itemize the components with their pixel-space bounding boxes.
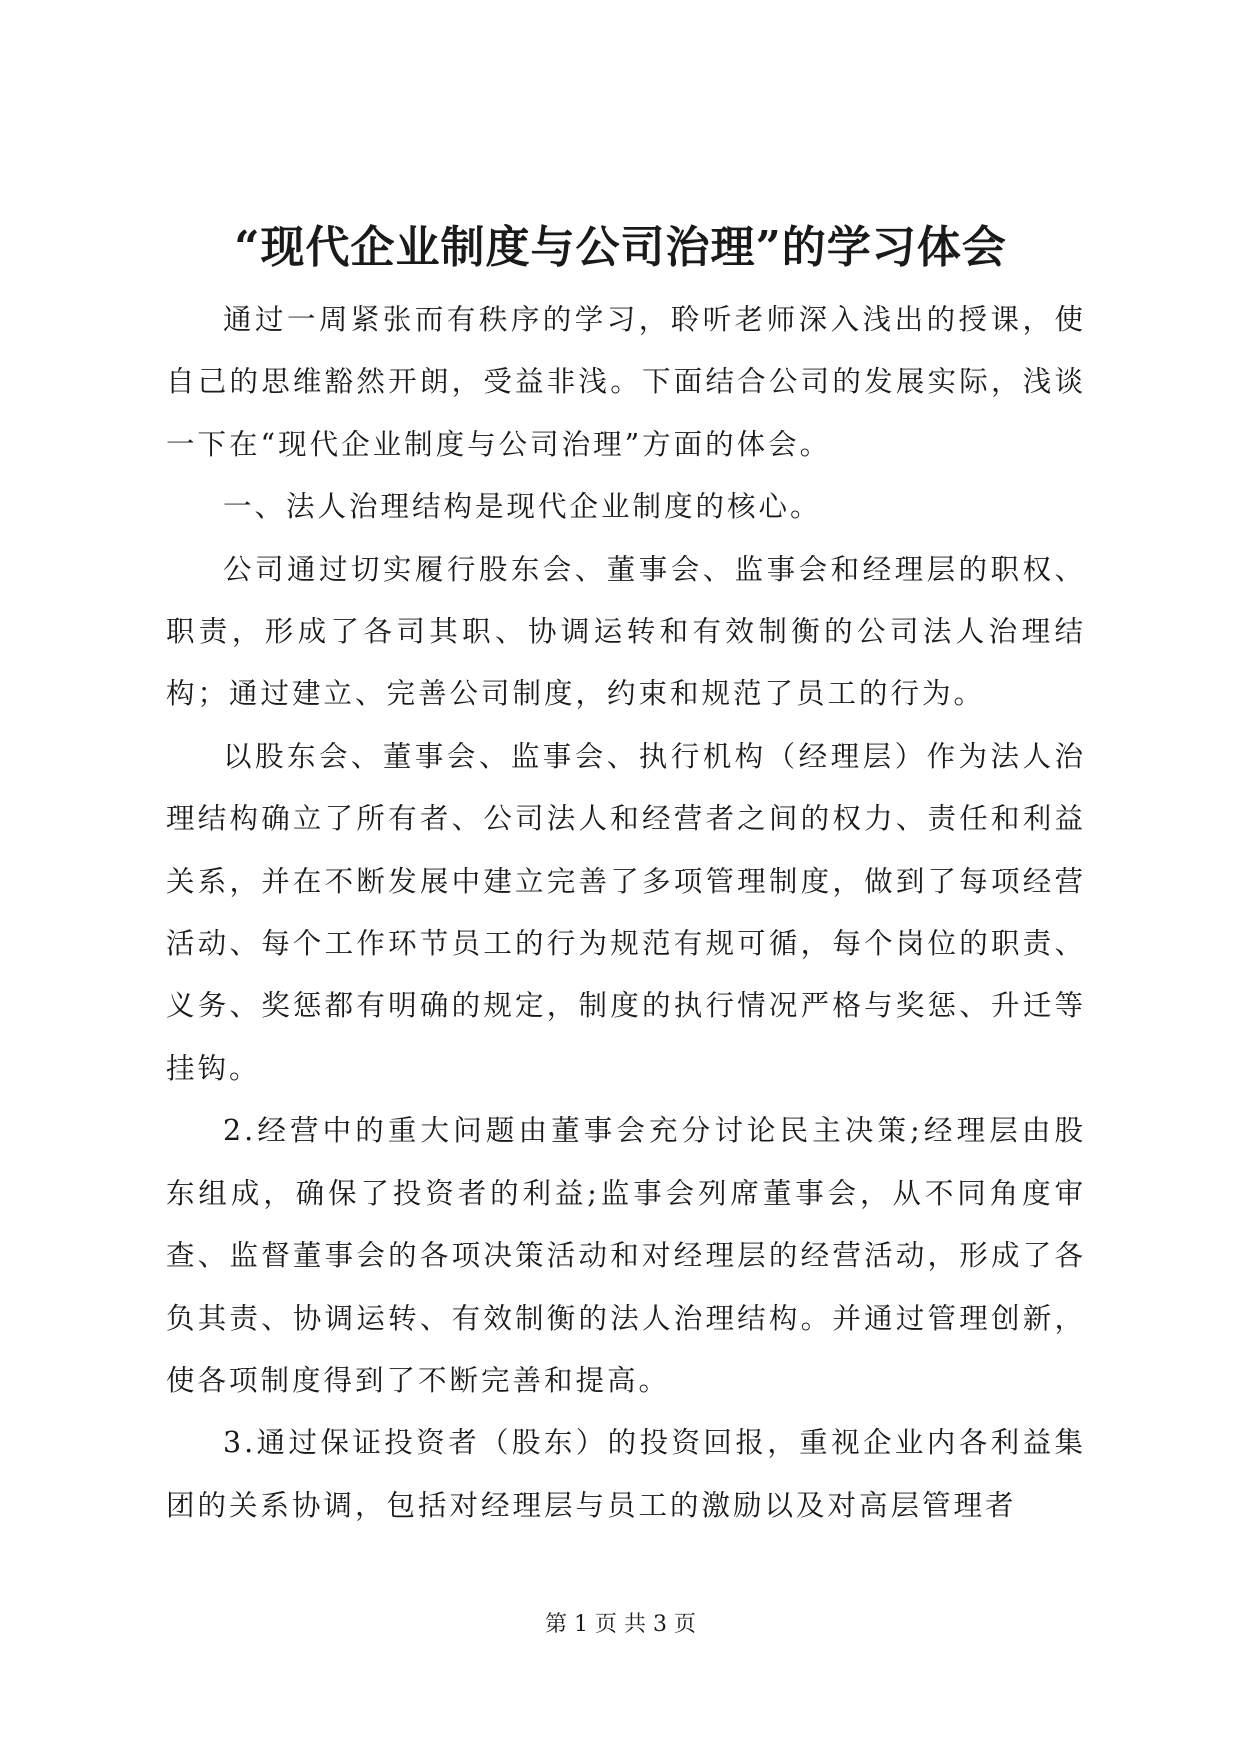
paragraph-intro: 通过一周紧张而有秩序的学习，聆听老师深入浅出的授课，使自己的思维豁然开朗，受益非浅。下面结合公司的发展实际，浅谈一下在“现代企业制度与公司治理”方面的体会。 (166, 303, 1086, 461)
paragraph-governance: 公司通过切实履行股东会、董事会、监事会和经理层的职权、职责，形成了各司其职、协调运转和有效制衡的公司法人治理结构；通过建立、完善公司制度，约束和规范了员工的行为。 (166, 552, 1086, 711)
page-footer (0, 1610, 1241, 1640)
document-body (166, 289, 1086, 1537)
paragraph-point-3: 3.通过保证投资者（股东）的投资回报，重视企业内各利益集团的关系协调，包括对经理层与员工的激励以及对高层管理者 (166, 1426, 1086, 1522)
paragraph-structure: 以股东会、董事会、监事会、执行机构（经理层）作为法人治理结构确立了所有者、公司法人和经营者之间的权力、责任和利益关系，并在不断发展中建立完善了多项管理制度，做到了每项经营活动、每个工作环节员工的行为规范有规可循，每个岗位的职责、义务、奖惩都有明确的规定，制度的执行情况严格与奖惩、升迁等挂钩。 (166, 739, 1086, 1085)
document-title: “现代企业制度与公司治理”的学习体会 (234, 222, 1007, 273)
page-number: 第 1 页 共 3 页 (545, 1612, 696, 1637)
paragraph-section-heading: 一、法人治理结构是现代企业制度的核心。 (223, 490, 822, 524)
paragraph-point-2: 2.经营中的重大问题由董事会充分讨论民主决策;经理层由股东组成，确保了投资者的利益;监事会列席董事会，从不同角度审查、监督董事会的各项决策活动和对经理层的经营活动，形成了各负其责、协调运转、有效制衡的法人治理结构。并通过管理创新，使各项制度得到了不断完善和提高。 (166, 1114, 1086, 1397)
